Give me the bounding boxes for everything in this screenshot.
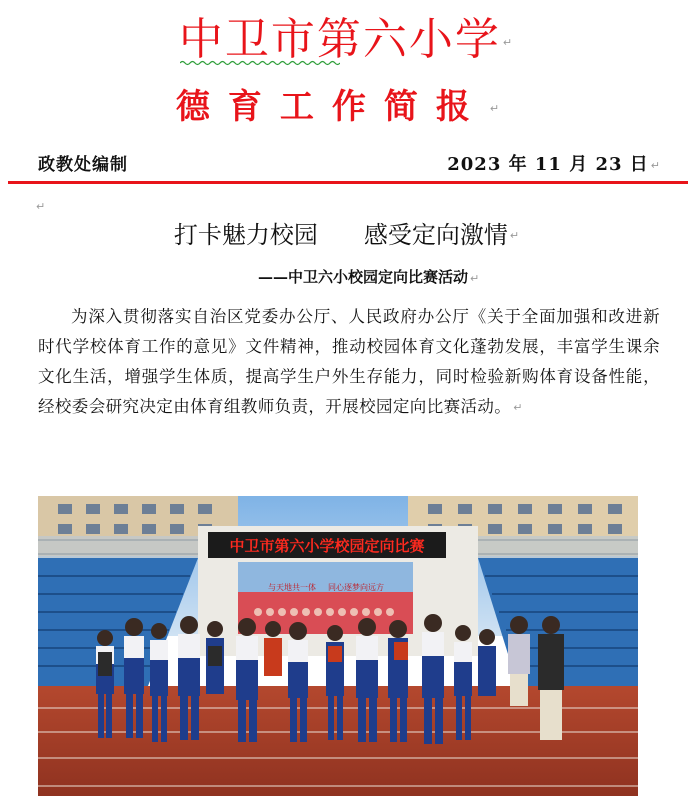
article-title-part1: 打卡魅力校园 — [173, 221, 318, 249]
event-photo — [38, 496, 638, 796]
event-photo-illustration — [38, 496, 638, 796]
paragraph-mark-icon: ↵ — [513, 400, 523, 414]
article-body — [38, 302, 660, 423]
bulletin-title-text: 德育工作简报 — [175, 87, 488, 127]
masthead-bulletin-title — [0, 82, 693, 134]
photo-backdrop-text: 与天地共一体 — [268, 583, 316, 592]
paragraph-mark-icon: ↵ — [470, 271, 480, 285]
paragraph-mark-icon: ↵ — [489, 102, 518, 115]
spellcheck-squiggle-icon — [180, 60, 340, 66]
article-subtitle — [258, 266, 479, 287]
photo-backdrop-text2: 同心逐梦向远方 — [328, 583, 384, 592]
article-subtitle-text: ——中卫六小校园定向比赛活动 — [258, 268, 469, 286]
masthead-divider — [8, 181, 688, 184]
article-paragraph: 为深入贯彻落实自治区党委办公厅、人民政府办公厅《关于全面加强和改进新时代学校体育工作的意见》文件精神，推动校园体育文化蓬勃发展，丰富学生课余文化生活，增强学生体质，提高学生户外生存能力，同时检验新购体育设备性能，经校委会研究决定由体育组教师负责，开展校园定向比赛活动。 — [38, 307, 660, 416]
article-title — [0, 218, 693, 253]
empty-paragraph — [34, 196, 45, 215]
school-name-text: 中卫市第六小学 — [178, 14, 501, 65]
paragraph-mark-icon: ↵ — [502, 35, 515, 49]
paragraph-mark-icon: ↵ — [650, 158, 661, 172]
paragraph-mark-icon: ↵ — [36, 200, 46, 213]
article-title-part2: 感受定向激情 — [363, 221, 508, 249]
photo-banner-text: 中卫市第六小学校园定向比赛 — [229, 537, 425, 555]
issue-date-text: 2023 年 11 月 23 日 — [447, 154, 649, 175]
department-label: 政教处编制 — [38, 155, 128, 175]
masthead-school-name — [0, 10, 693, 73]
paragraph-mark-icon: ↵ — [509, 229, 520, 242]
issue-date — [447, 150, 661, 176]
